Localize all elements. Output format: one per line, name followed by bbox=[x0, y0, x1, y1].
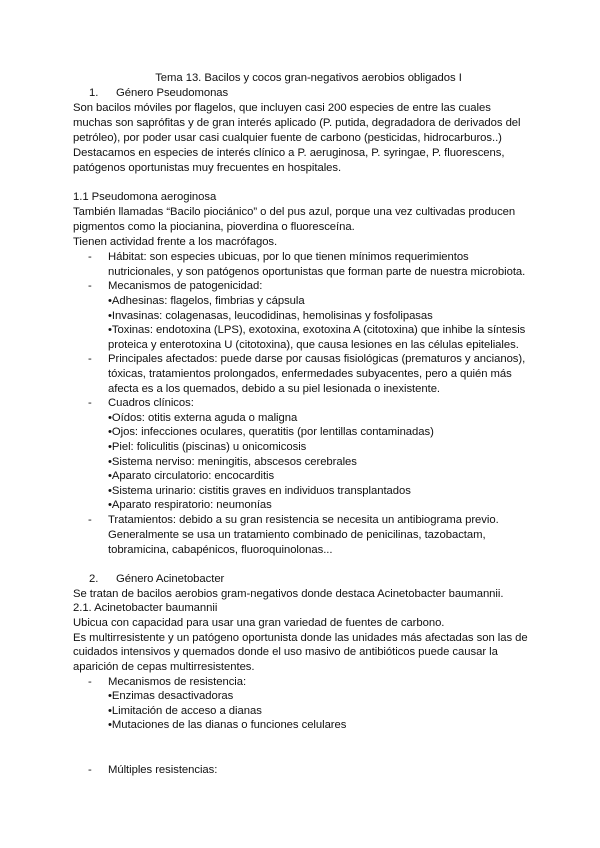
sub-item: •Limitación de acceso a dianas bbox=[108, 705, 262, 717]
section-1-paragraph-line: Destacamos en especies de interés clínico a P. aeruginosa, P. syringae, P. fluorescens, bbox=[73, 147, 505, 159]
section-1-heading: Género Pseudomonas bbox=[116, 87, 229, 99]
bullet-text: Cuadros clínicos: bbox=[108, 397, 194, 409]
sub-item: •Aparato respiratorio: neumonías bbox=[108, 499, 272, 511]
section-1-paragraph-line: Son bacilos móviles por flagelos, que incluyen casi 200 especies de entre las cuales bbox=[73, 102, 491, 114]
bullet-dash: - bbox=[88, 251, 92, 263]
bullet-text: Mecanismos de resistencia: bbox=[108, 676, 247, 688]
sub-item: •Invasinas: colagenasas, leucodidinas, hemolisinas y fosfolipasas bbox=[108, 310, 433, 322]
section-1-number: 1. bbox=[89, 87, 99, 99]
section-2-1-paragraph-line: aparición de cepas multirresistentes. bbox=[73, 661, 255, 673]
section-2-number: 2. bbox=[89, 573, 99, 585]
section-1-1-paragraph-line: También llamadas “Bacilo piociánico” o del pus azul, porque una vez cultivadas producen bbox=[73, 206, 516, 218]
section-1-paragraph-line: muchas son saprófitas y de gran interés aplicado (P. putida, degradadora de derivados del bbox=[73, 117, 521, 129]
section-2-heading: Género Acinetobacter bbox=[116, 573, 225, 585]
bullet-text: afecta es a los quemados, debido a su piel lesionada o inexistente. bbox=[108, 383, 441, 395]
sub-item: •Adhesinas: flagelos, fimbrias y cápsula bbox=[108, 295, 305, 307]
sub-item: •Toxinas: endotoxina (LPS), exotoxina, exotoxina A (citotoxina) que inhibe la síntesis bbox=[108, 324, 526, 336]
bullet-text: Tratamientos: debido a su gran resistencia se necesita un antibiograma previo. bbox=[108, 514, 499, 526]
section-2-1-paragraph-line: Es multirresistente y un patógeno oportunista donde las unidades más afectadas son las de bbox=[73, 632, 528, 644]
bullet-text: Mecanismos de patogenicidad: bbox=[108, 280, 263, 292]
section-1-1-heading: 1.1 Pseudomona aeroginosa bbox=[73, 191, 217, 203]
sub-item: •Ojos: infecciones oculares, queratitis (por lentillas contaminadas) bbox=[108, 426, 434, 438]
bullet-text: Principales afectados: puede darse por causas fisiológicas (prematuros y ancianos), bbox=[108, 353, 526, 365]
sub-item: •Piel: foliculitis (piscinas) u onicomicosis bbox=[108, 441, 307, 453]
bullet-text: tobramicina, cabapénicos, fluoroquinolonas... bbox=[108, 544, 333, 556]
page-title: Tema 13. Bacilos y cocos gran-negativos aerobios obligados I bbox=[155, 72, 462, 84]
section-1-paragraph-line: petróleo), por poder usar casi cualquier fuente de carbono (pesticidas, hidrocarburos..) bbox=[73, 132, 502, 144]
bullet-text: Generalmente se usa un tratamiento combinado de penicilinas, tazobactam, bbox=[108, 529, 486, 541]
bullet-text: Hábitat: son especies ubicuas, por lo que tienen mínimos requerimientos bbox=[108, 251, 469, 263]
bullet-text: tóxicas, tratamientos prolongados, enfermedades subyacentes, pero a quién más bbox=[108, 368, 512, 380]
bullet-text: Múltiples resistencias: bbox=[108, 764, 218, 776]
sub-item: •Sistema urinario: cistitis graves en individuos transplantados bbox=[108, 485, 411, 497]
sub-item: •Sistema nerviso: meningitis, abscesos cerebrales bbox=[108, 456, 357, 468]
bullet-dash: - bbox=[88, 280, 92, 292]
bullet-dash: - bbox=[88, 397, 92, 409]
sub-item: •Aparato circulatorio: encocarditis bbox=[108, 470, 275, 482]
section-2-1-heading: 2.1. Acinetobacter baumannii bbox=[73, 602, 218, 614]
bullet-dash: - bbox=[88, 353, 92, 365]
section-2-1-paragraph-line: Ubicua con capacidad para usar una gran variedad de fuentes de carbono. bbox=[73, 617, 445, 629]
sub-item: •Oídos: otitis externa aguda o maligna bbox=[108, 412, 298, 424]
section-1-paragraph-line: patógenos oportunistas muy frecuentes en hospitales. bbox=[73, 162, 342, 174]
bullet-dash: - bbox=[88, 514, 92, 526]
bullet-text: nutricionales, y son patógenos oportunistas que forman parte de nuestra microbiota. bbox=[108, 266, 526, 278]
sub-item: •Mutaciones de las dianas o funciones celulares bbox=[108, 719, 347, 731]
section-2-1-paragraph-line: cuidados intensivos y quemados donde el uso masivo de antibióticos puede causar la bbox=[73, 646, 498, 658]
section-1-1-paragraph-line: Tienen actividad frente a los macrófagos. bbox=[73, 236, 278, 248]
section-2-intro: Se tratan de bacilos aerobios gram-negativos donde destaca Acinetobacter baumannii. bbox=[73, 588, 504, 600]
bullet-dash: - bbox=[88, 764, 92, 776]
bullet-dash: - bbox=[88, 676, 92, 688]
sub-item: •Enzimas desactivadoras bbox=[108, 690, 234, 702]
section-1-1-paragraph-line: pigmentos como la piocianina, pioverdina o fluoresceína. bbox=[73, 221, 355, 233]
sub-item: proteica y enterotoxina U (citotoxina), que causa lesiones en las células epiteliales. bbox=[108, 339, 519, 351]
